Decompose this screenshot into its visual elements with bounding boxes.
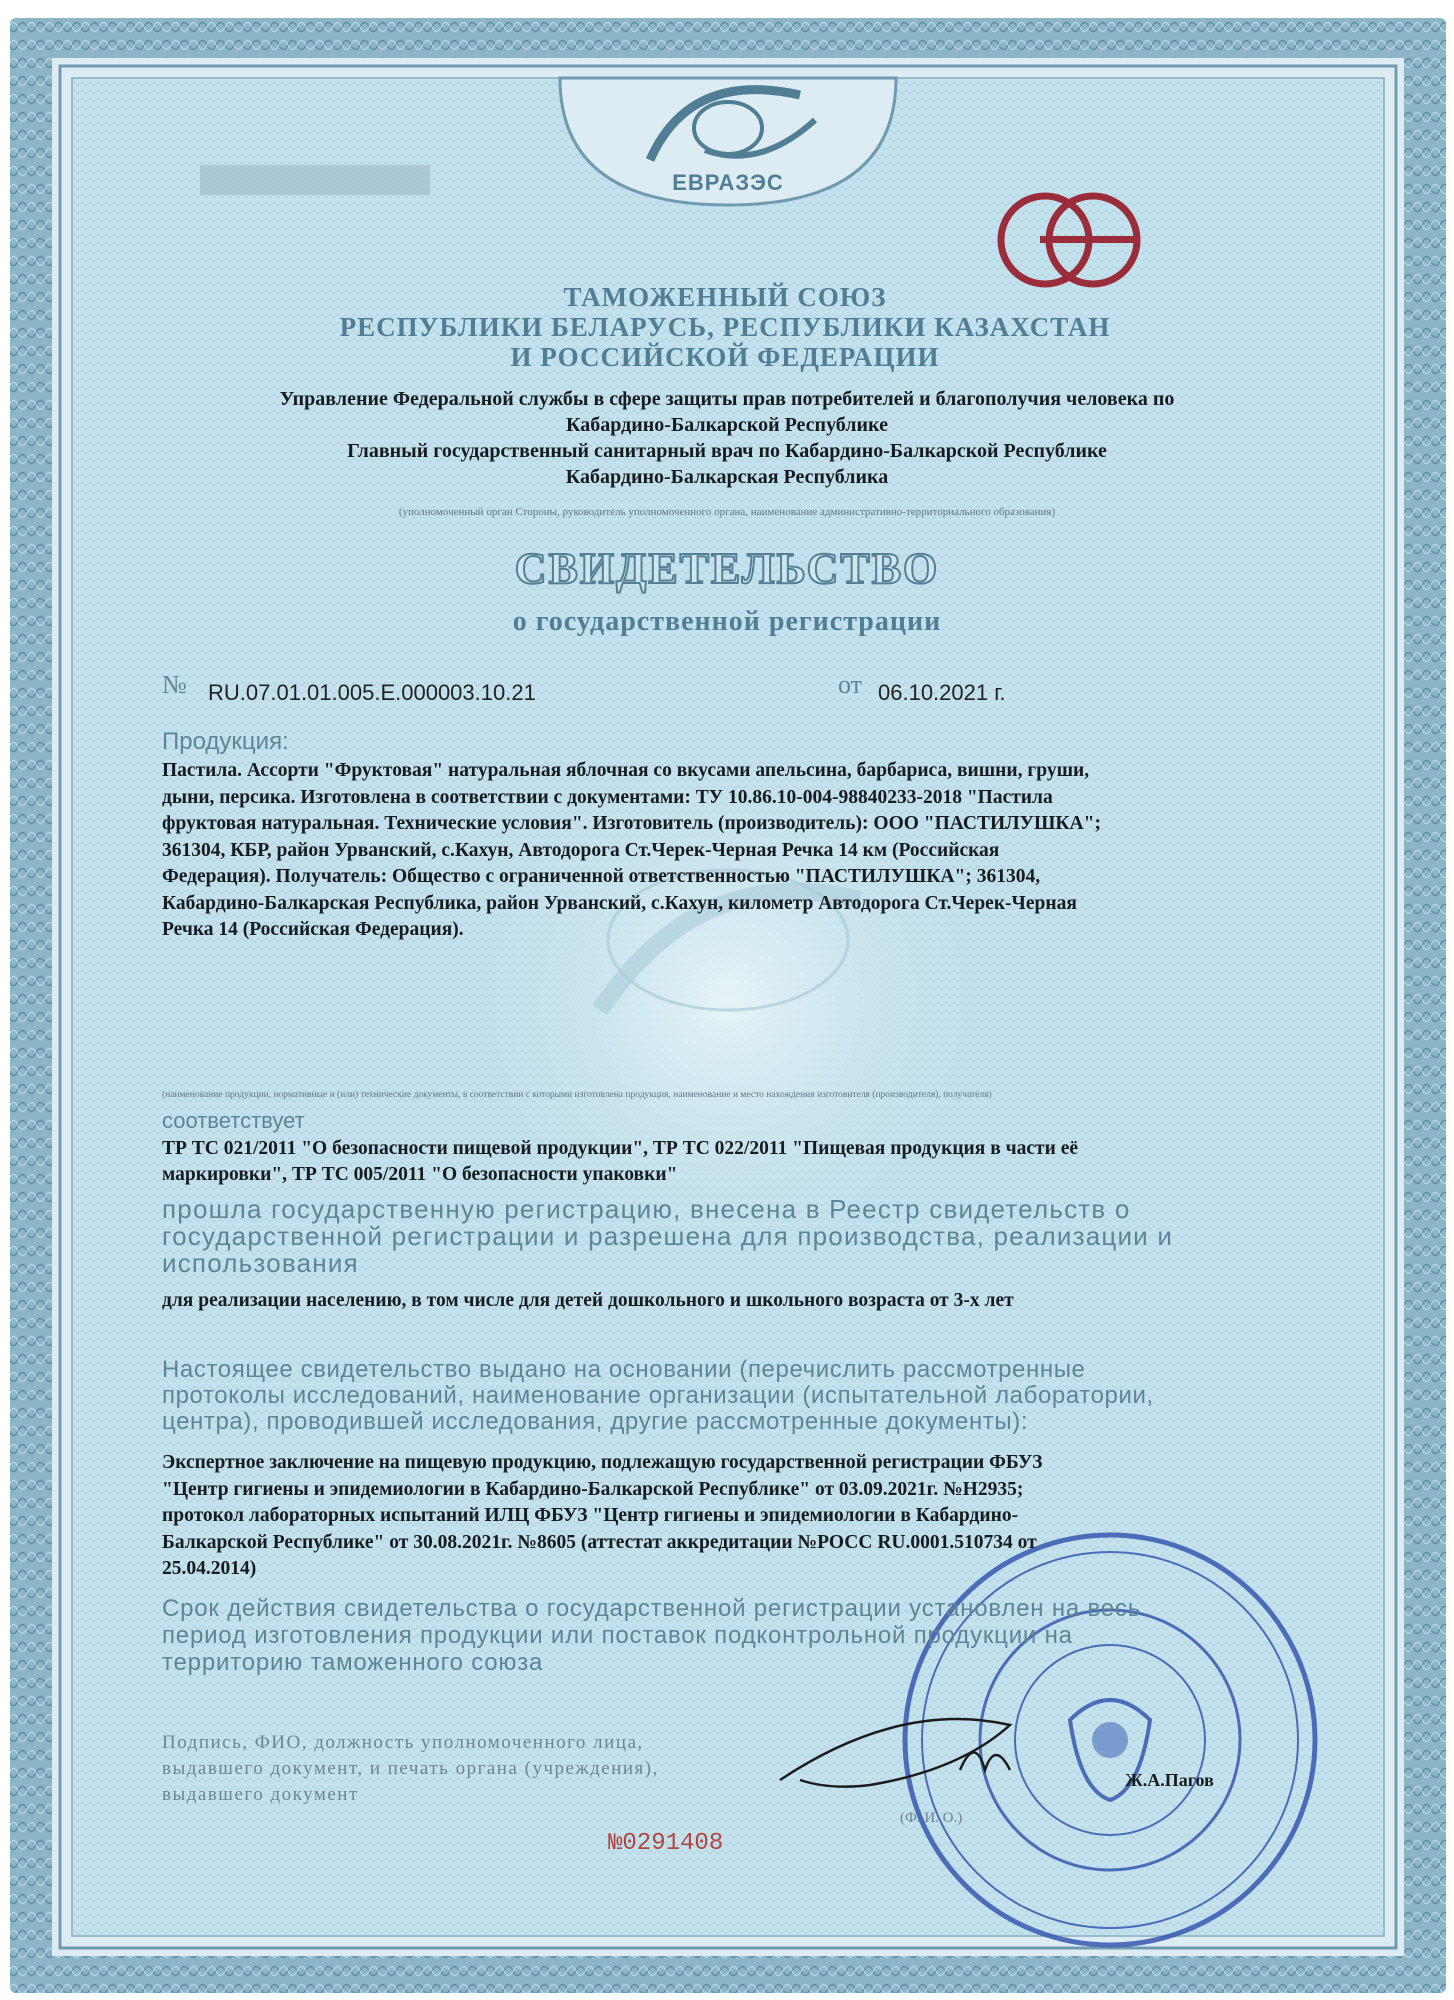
product-line-2: дыни, персика. Изготовлена в соответствии с документами: ТУ 10.86.10-004-98840233-2018 "Пастила [162, 786, 1053, 808]
authority-line-1: Управление Федеральной службы в сфере защиты прав потребителей и благополучия человека по [279, 388, 1175, 410]
product-text [162, 758, 1312, 944]
validity-text [162, 1595, 1312, 1676]
registration-date: 06.10.2021 г. [878, 680, 1006, 705]
validity-line-1: Срок действия свидетельства о государственной регистрации установлен на весь [162, 1595, 1142, 1622]
basis-line-3: протокол лабораторных испытаний ИЛЦ ФБУЗ "Центр гигиены и эпидемиологии в Кабардино- [162, 1505, 1019, 1526]
signature-label-line-3: выдавшего документ [162, 1784, 359, 1805]
basis-label-line-1: Настоящее свидетельство выдано на основании (перечислить рассмотренные [162, 1356, 1086, 1383]
product-line-4: 361304, КБР, район Урванский, с.Кахун, Автодорога Ст.Черек-Черная Речка 14 км (Российская [162, 839, 1000, 861]
union-title-line-2: РЕСПУБЛИКИ БЕЛАРУСЬ, РЕСПУБЛИКИ КАЗАХСТАН [339, 312, 1111, 342]
basis-line-2: "Центр гигиены и эпидемиологии в Кабардино-Балкарской Республике" от 03.09.2021г. №Н2935; [162, 1478, 1024, 1500]
basis-label [162, 1357, 1312, 1435]
basis-line-4: Балкарской Республике" от 30.08.2021г. №8605 (аттестат аккредитации №РОСС RU.0001.510734 от [162, 1531, 1037, 1553]
authority-line-2: Кабардино-Балкарской Республике [566, 414, 888, 436]
eurasec-logo-text: ЕВРАЗЭС [672, 170, 784, 195]
basis-line-5: 25.04.2014) [162, 1558, 257, 1579]
conformity-line-2: маркировки", ТР ТС 005/2011 "О безопасности упаковки" [162, 1164, 678, 1185]
signature-label-line-1: Подпись, ФИО, должность уполномоченного лица, [162, 1732, 644, 1753]
validity-line-2: период изготовления продукции или поставок подконтрольной продукции на [162, 1622, 1073, 1649]
product-caption: (наименование продукции, нормативные и (или) технические документы, в соответствии с которыми изготовлена продукция, наименование и место нахождения изготовителя (производителя), получателя) [162, 1090, 992, 1100]
product-line-7: Речка 14 (Российская Федерация). [162, 919, 464, 940]
registered-line-1: прошла государственную регистрацию, внесена в Реестр свидетельств о [162, 1194, 1131, 1224]
signer-name: Ж.А.Пагов [1125, 1770, 1214, 1790]
basis-label-line-2: протоколы исследований, наименование организации (испытательной лаборатории, [162, 1382, 1154, 1409]
product-label: Продукция: [162, 728, 289, 755]
serial-number: №0291408 [608, 1830, 724, 1857]
basis-label-line-3: центра), проводившей исследования, другие рассмотренные документы): [162, 1408, 1029, 1435]
authority-line-3: Главный государственный санитарный врач по Кабардино-Балкарской Республике [347, 440, 1107, 462]
conformity-line-1: ТР ТС 021/2011 "О безопасности пищевой продукции", ТР ТС 022/2011 "Пищевая продукция в части её [162, 1138, 1079, 1159]
registration-number: RU.07.01.01.005.Е.000003.10.21 [208, 680, 536, 705]
validity-line-3: территорию таможенного союза [162, 1649, 544, 1676]
conformity-text [162, 1136, 1312, 1188]
certificate-subtitle: о государственной регистрации [512, 606, 942, 637]
product-line-6: Кабардино-Балкарская Республика, район Урванский, с.Кахун, километр Автодорога Ст.Черек-Черная [162, 892, 1077, 914]
basis-text [162, 1450, 1312, 1583]
registered-line-3: использования [162, 1248, 359, 1278]
signature-label-line-2: выдавшего документ, и печать органа (учреждения), [162, 1758, 659, 1779]
date-label: от [838, 670, 863, 699]
product-line-3: фруктовая натуральная. Технические условия". Изготовитель (производитель): ООО "ПАСТИЛУШКА"; [162, 813, 1101, 834]
registration-purpose: для реализации населению, в том числе для детей дошкольного и школьного возраста от 3-х лет [162, 1290, 1014, 1311]
registered-line-2: государственной регистрации и разрешена для производства, реализации и [162, 1221, 1174, 1251]
certificate-title: СВИДЕТЕЛЬСТВО [514, 544, 940, 593]
union-title-line-1: ТАМОЖЕННЫЙ СОЮЗ [563, 282, 887, 312]
signer-name-caption: (Ф. И. О.) [900, 1810, 963, 1826]
authority-caption: (уполномоченный орган Стороны, руководитель уполномоченного органа, наименование административно-территориального образования) [398, 506, 1056, 518]
basis-line-1: Экспертное заключение на пищевую продукцию, подлежащую государственной регистрации ФБУЗ [162, 1452, 1043, 1473]
union-title-line-3: И РОССИЙСКОЙ ФЕДЕРАЦИИ [510, 342, 940, 372]
signature-label [162, 1730, 782, 1808]
authority-line-4: Кабардино-Балкарская Республика [565, 466, 889, 488]
product-line-5: Федерация). Получатель: Общество с ограниченной ответственностью "ПАСТИЛУШКА"; 361304, [162, 866, 1041, 887]
number-label: № [162, 670, 187, 699]
product-line-1: Пастила. Ассорти "Фруктовая" натуральная яблочная со вкусами апельсина, барбариса, вишни, груши, [162, 760, 1090, 781]
registered-text [162, 1196, 1312, 1277]
conformity-label: соответствует [162, 1108, 305, 1133]
